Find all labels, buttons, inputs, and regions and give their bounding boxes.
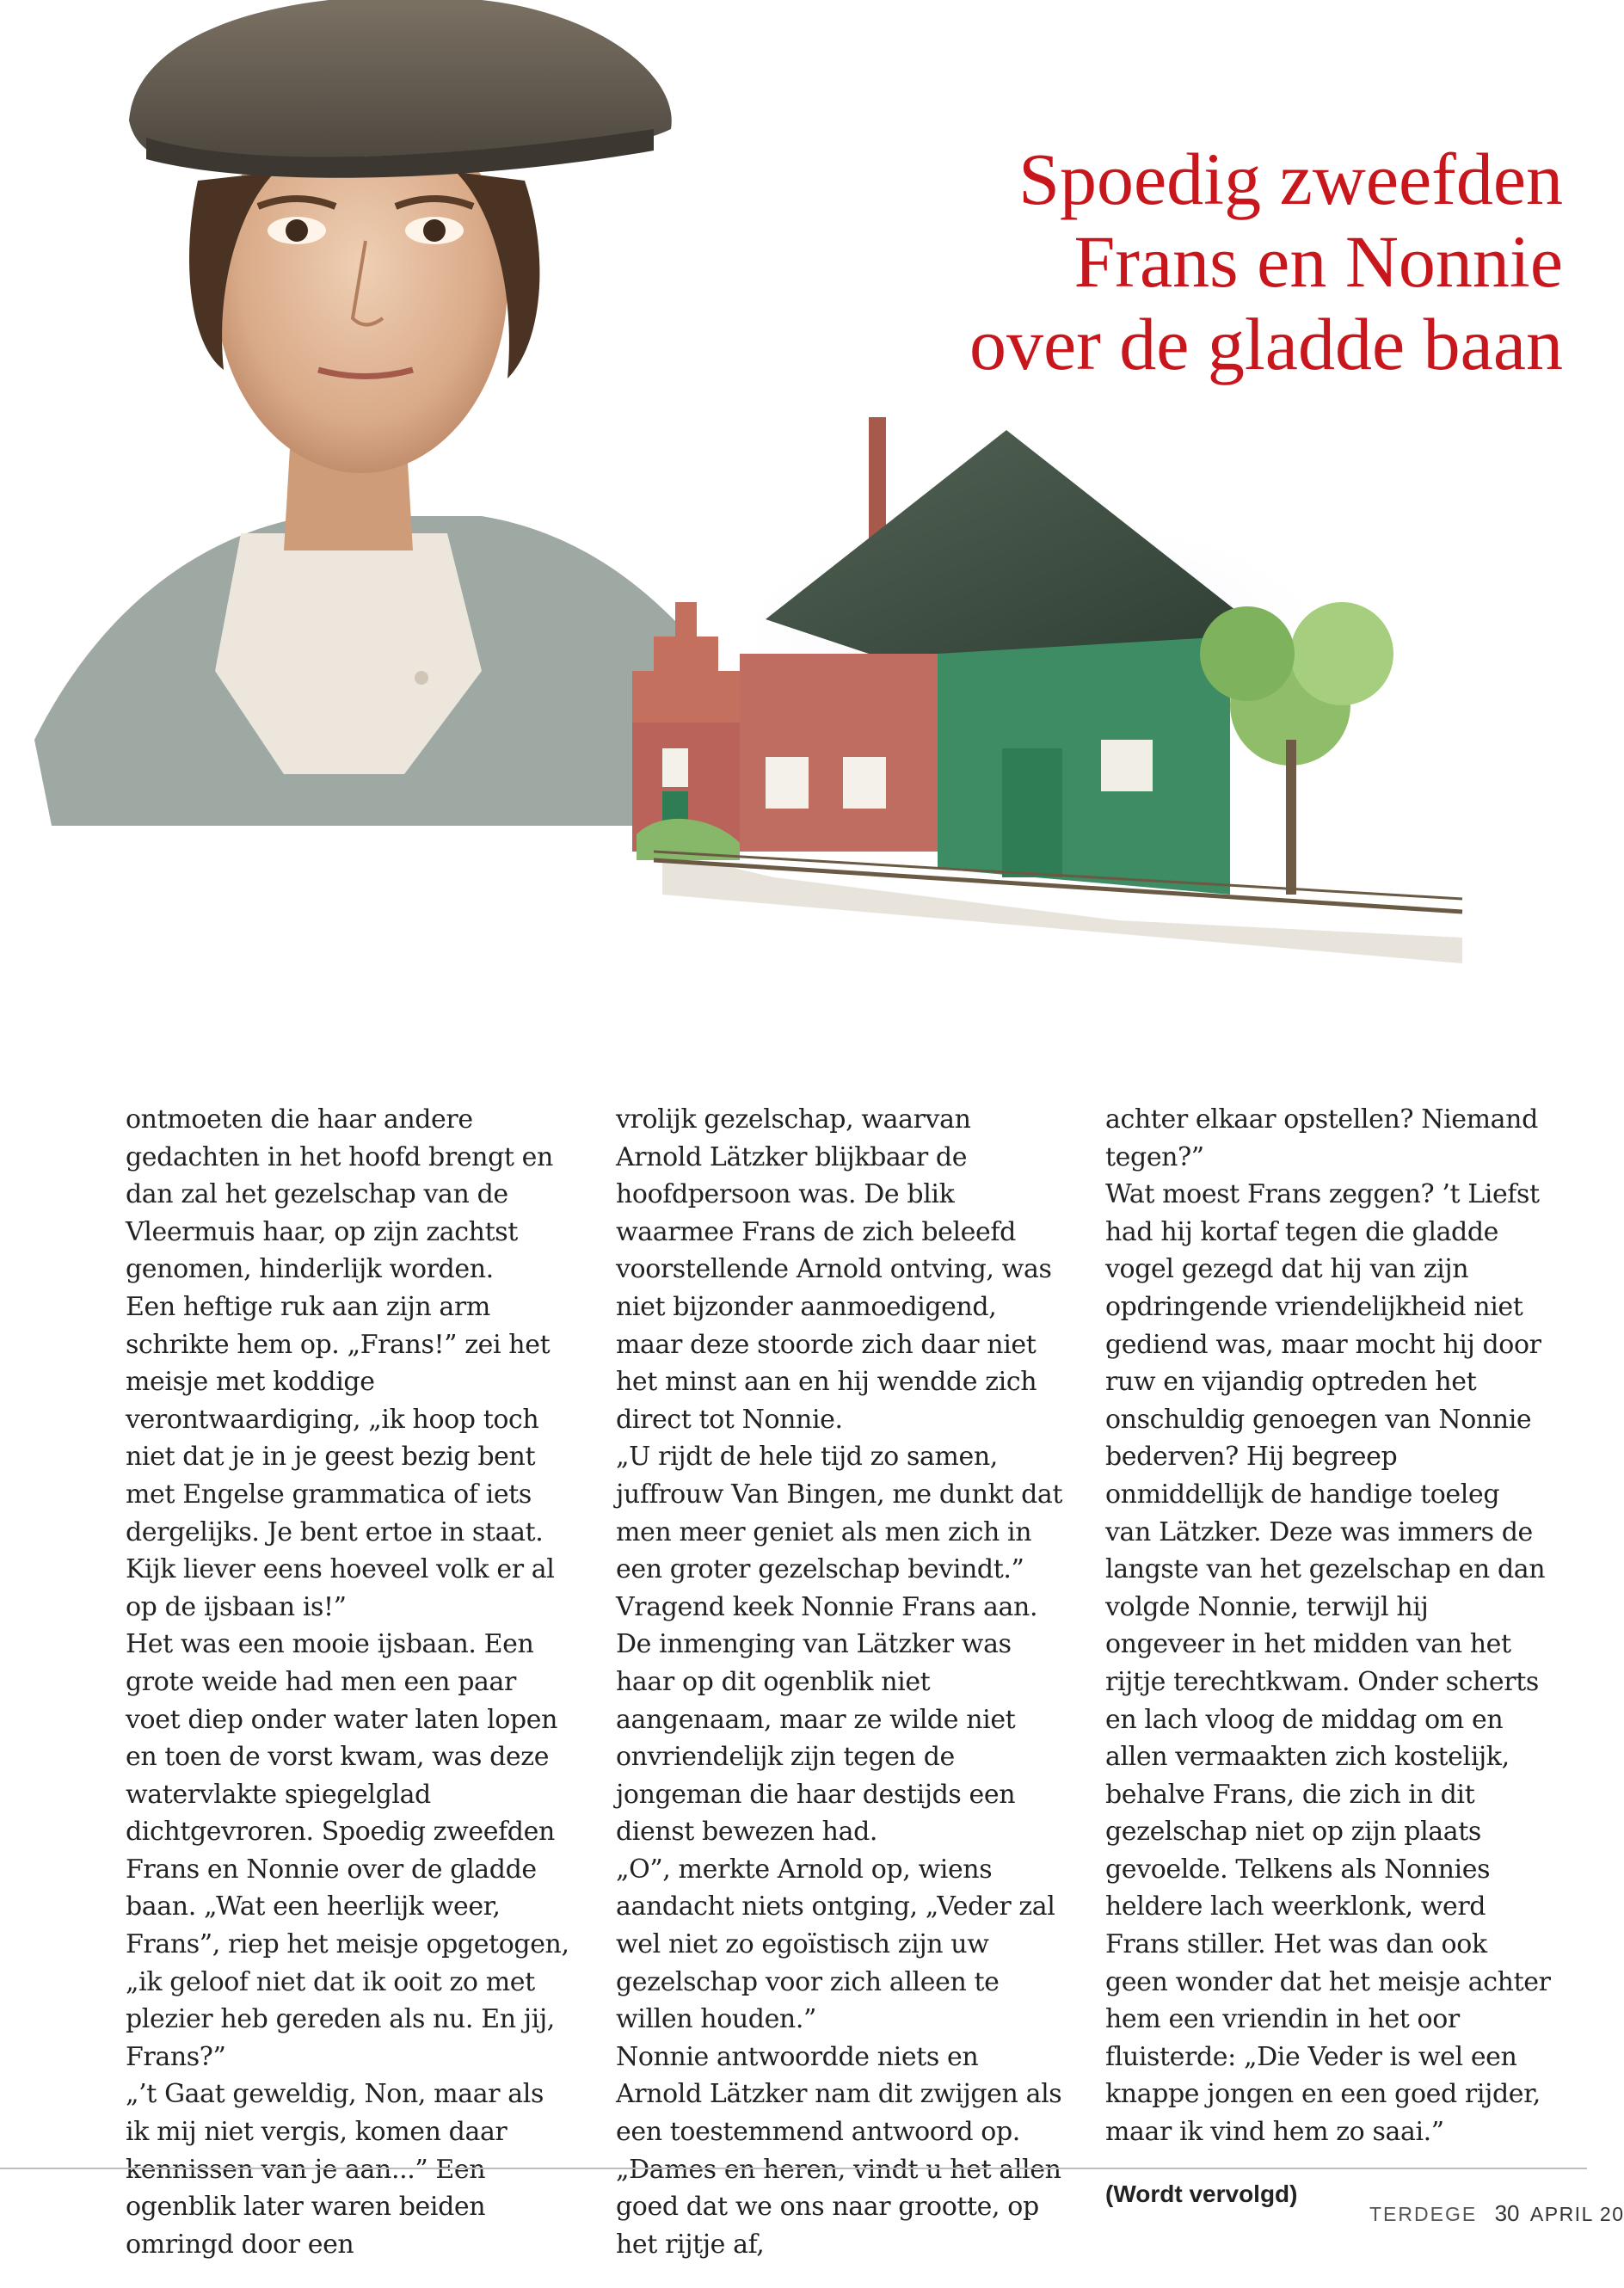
- page-number: 30: [1494, 2200, 1520, 2226]
- page-footer: [1369, 2200, 1624, 2227]
- paragraph: achter elkaar opstellen? Niemand tegen?”: [1105, 1104, 1538, 1172]
- to-be-continued-note: (Wordt vervolgd): [1105, 2180, 1298, 2207]
- paragraph: „’t Gaat geweldig, Non, maar als ik mij niet vergis, komen daar kennissen van je aan...” Een ogenblik later waren beiden omringd door een: [126, 2079, 544, 2260]
- title-line-1: Spoedig zweefden: [1018, 138, 1563, 220]
- text-column-3: [1105, 1101, 1553, 2212]
- text-column-2: [616, 1101, 1063, 2263]
- paragraph: Nonnie antwoordde niets en Arnold Lätzker nam dit zwijgen als een toestemmend antwoord op. „Dames en heren, vindt u het allen goed dat we ons naar grootte, op het rijtje af,: [616, 2041, 1062, 2260]
- farmhouse-drawing: [632, 417, 1462, 963]
- paragraph: Wat moest Frans zeggen? ’t Liefst had hij kortaf tegen die gladde vogel gezegd dat hij van zijn opdringende vriendelijkheid niet gediend was, maar mocht hij door ruw en vijandig optreden het onschuldig genoegen van Nonnie bederven? Hij begreep onmiddellijk de handige toeleg van Lätzker. Deze was immers de langste van het gezelschap en dan volgde Nonnie, terwijl hij ongeveer in het midden van het rijtje terechtkwam. Onder scherts en lach vloog de middag om en allen vermaakten zich kostelijk, behalve Frans, die zich in dit gezelschap niet op zijn plaats gevoelde. Telkens als Nonnies heldere lach weerklonk, werd Frans stiller. Het was dan ook geen wonder dat het meisje achter hem een vriendin in het oor fluisterde: „Die Veder is wel een knappe jongen en een goed rijder, maar ik vind hem zo saai.”: [1105, 1179, 1551, 2148]
- paragraph: „O”, merkte Arnold op, wiens aandacht niets ontging, „Veder zal wel niet zo egoïstisch zijn uw gezelschap voor zich alleen te willen houden.”: [616, 1854, 1055, 2035]
- magazine-name: TERDEGE: [1369, 2203, 1478, 2225]
- issue-date: APRIL 20: [1529, 2203, 1624, 2225]
- paragraph: vrolijk gezelschap, waarvan Arnold Lätzker blijkbaar de hoofdpersoon was. De blik waarmee Frans de zich beleefd voorstellende Arnold ontving, was niet bijzonder aanmoedigend, maar deze stoorde zich daar niet het minst aan en hij wendde zich direct tot Nonnie.: [616, 1104, 1052, 1435]
- title-line-3: over de gladde baan: [969, 303, 1563, 385]
- paragraph: Het was een mooie ijsbaan. Een grote weide had men een paar voet diep onder water laten lopen en toen de vorst kwam, was deze watervlakte spiegelglad dichtgevroren. Spoedig zweefden Frans en Nonnie over de gladde baan. „Wat een heerlijk weer, Frans”, riep het meisje opgetogen, „ik geloof niet dat ik ooit zo met plezier heb gereden als nu. En jij, Frans?”: [126, 1629, 569, 2072]
- article-title: [789, 138, 1563, 385]
- paragraph: ontmoeten die haar andere gedachten in het hoofd brengt en dan zal het gezelschap van de Vleermuis haar, op zijn zachtst genomen, hinderlijk worden.: [126, 1104, 553, 1285]
- title-line-2: Frans en Nonnie: [1073, 220, 1563, 303]
- paragraph: „U rijdt de hele tijd zo samen, juffrouw Van Bingen, me dunkt dat men meer geniet als men zich in een groter gezelschap bevindt.”: [616, 1442, 1063, 1585]
- footer-divider: [0, 2168, 1587, 2169]
- paragraph: Een heftige ruk aan zijn arm schrikte hem op. „Frans!” zei het meisje met koddige verontwaardiging, „ik hoop toch niet dat je in je geest bezig bent met Engelse grammatica of iets dergelijks. Je bent ertoe in staat. Kijk liever eens hoeveel volk er al op de ijsbaan is!”: [126, 1291, 555, 1622]
- text-column-1: [126, 1101, 573, 2263]
- paragraph: Vragend keek Nonnie Frans aan. De inmenging van Lätzker was haar op dit ogenblik niet aangenaam, maar ze wilde niet onvriendelijk zijn tegen de jongeman die haar destijds een dienst bewezen had.: [616, 1591, 1038, 1848]
